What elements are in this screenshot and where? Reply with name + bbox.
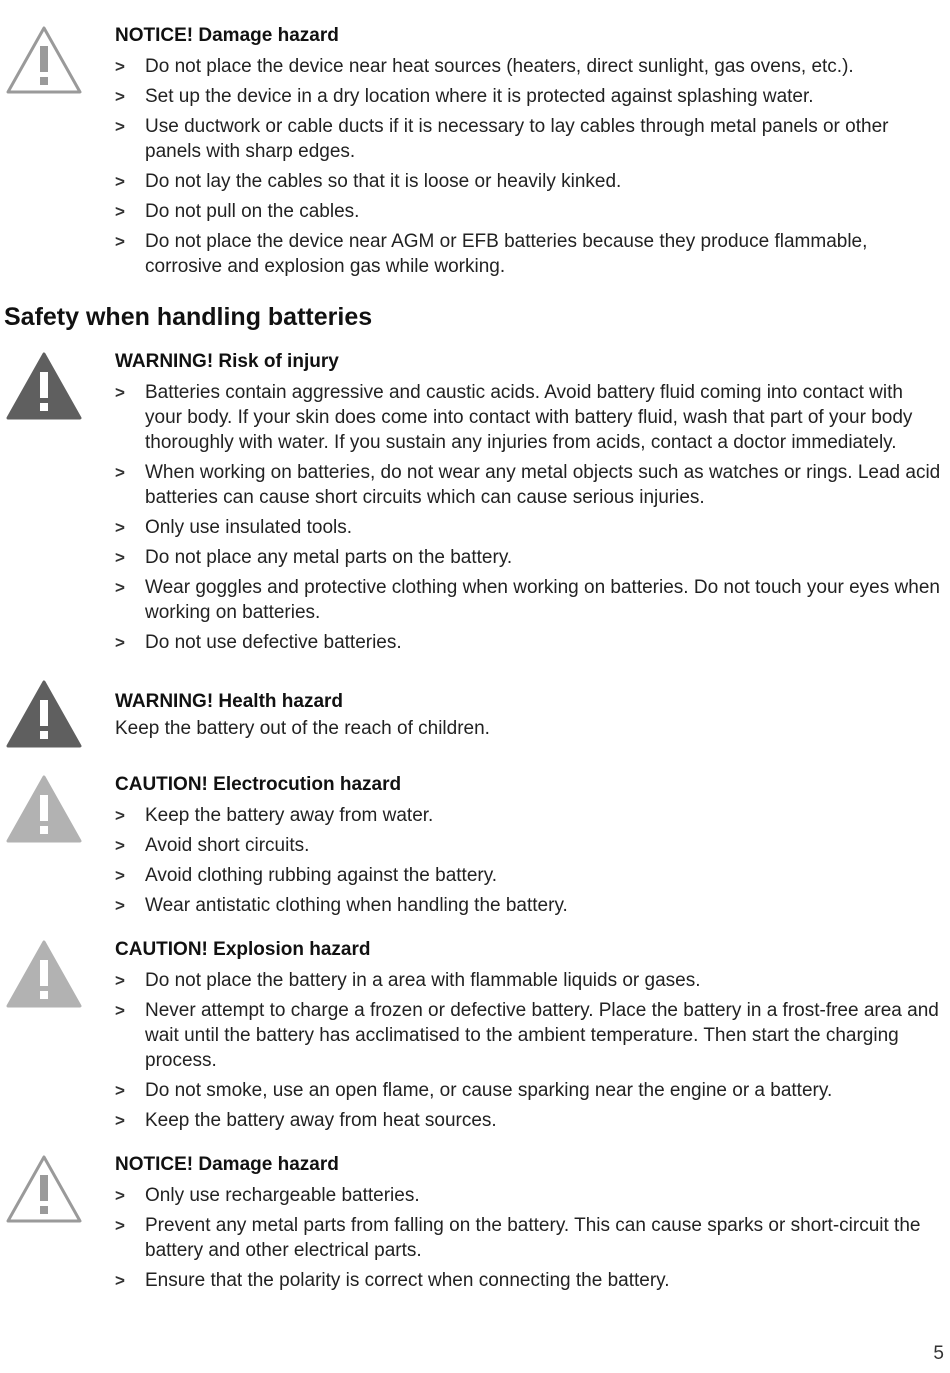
chevron-right-icon: > (115, 202, 125, 221)
warning-triangle-icon (4, 350, 84, 422)
chevron-right-icon: > (115, 463, 125, 482)
list-item: > Do not lay the cables so that it is loose or heavily kinked. (115, 171, 622, 192)
chevron-right-icon: > (115, 87, 125, 106)
notice-warning-icon (4, 24, 84, 96)
section-title: Safety when handling batteries (4, 303, 373, 331)
list-item: > Never attempt to charge a frozen or defective battery. Place the battery in a frost-free area and wait until the battery has acclimatised to the ambient temperature. Then start the charging process. (115, 1000, 939, 1071)
list-item: > Wear goggles and protective clothing when working on batteries. Do not touch your eyes when working on batteries. (115, 577, 940, 623)
chevron-right-icon: > (115, 232, 125, 251)
caution-list (115, 803, 945, 918)
chevron-right-icon: > (115, 896, 125, 915)
list-item: > When working on batteries, do not wear any metal objects such as watches or rings. Lead acid batteries can cause short circuits which can cause serious injuries. (115, 462, 941, 508)
list-item: > Batteries contain aggressive and caustic acids. Avoid battery fluid coming into contact with your body. If your skin does come into contact with battery fluid, wash that part of your body thoroughly with water. If you sustain any injuries from acids, contact a doctor immediately. (115, 382, 913, 453)
list-item: > Only use rechargeable batteries. (115, 1185, 420, 1206)
chevron-right-icon: > (115, 633, 125, 652)
chevron-right-icon: > (115, 518, 125, 537)
list-item: > Avoid short circuits. (115, 835, 310, 856)
chevron-right-icon: > (115, 1271, 125, 1290)
notice-heading: NOTICE! Damage hazard (115, 25, 339, 46)
chevron-right-icon: > (115, 57, 125, 76)
chevron-right-icon: > (115, 578, 125, 597)
list-item: > Set up the device in a dry location where it is protected against splashing water. (115, 86, 814, 107)
list-item: > Do not place any metal parts on the battery. (115, 547, 513, 568)
list-item: > Do not place the device near AGM or EFB batteries because they produce flammable, corrosive and explosion gas while working. (115, 231, 868, 277)
warning-triangle-icon (4, 678, 84, 750)
chevron-right-icon: > (115, 1081, 125, 1100)
notice-list (115, 54, 945, 279)
warning-text: Keep the battery out of the reach of children. (115, 718, 490, 739)
chevron-right-icon: > (115, 1001, 125, 1020)
page-number: 5 (933, 1343, 944, 1364)
chevron-right-icon: > (115, 866, 125, 885)
chevron-right-icon: > (115, 1216, 125, 1235)
notice-heading: NOTICE! Damage hazard (115, 1154, 339, 1175)
chevron-right-icon: > (115, 836, 125, 855)
caution-heading: CAUTION! Explosion hazard (115, 939, 371, 960)
chevron-right-icon: > (115, 1186, 125, 1205)
list-item: > Do not use defective batteries. (115, 632, 402, 653)
notice-list (115, 1183, 945, 1293)
chevron-right-icon: > (115, 383, 125, 402)
list-item: > Avoid clothing rubbing against the battery. (115, 865, 498, 886)
list-item: > Do not place the battery in a area with flammable liquids or gases. (115, 970, 701, 991)
warning-heading: WARNING! Health hazard (115, 691, 344, 712)
caution-triangle-icon (4, 938, 84, 1010)
chevron-right-icon: > (115, 806, 125, 825)
list-item: > Wear antistatic clothing when handling the battery. (115, 895, 568, 916)
caution-triangle-icon (4, 773, 84, 845)
warning-heading: WARNING! Risk of injury (115, 351, 339, 372)
chevron-right-icon: > (115, 971, 125, 990)
list-item: > Only use insulated tools. (115, 517, 353, 538)
list-item: > Ensure that the polarity is correct when connecting the battery. (115, 1270, 670, 1291)
chevron-right-icon: > (115, 1111, 125, 1130)
list-item: > Keep the battery away from heat sources. (115, 1110, 497, 1131)
list-item: > Keep the battery away from water. (115, 805, 434, 826)
caution-heading: CAUTION! Electrocution hazard (115, 774, 402, 795)
chevron-right-icon: > (115, 548, 125, 567)
list-item: > Do not pull on the cables. (115, 201, 360, 222)
list-item: > Prevent any metal parts from falling on the battery. This can cause sparks or short-circuit the battery and other electrical parts. (115, 1215, 921, 1261)
chevron-right-icon: > (115, 117, 125, 136)
notice-warning-icon (4, 1153, 84, 1225)
list-item: > Do not place the device near heat sources (heaters, direct sunlight, gas ovens, etc.). (115, 56, 854, 77)
caution-list (115, 968, 945, 1133)
chevron-right-icon: > (115, 172, 125, 191)
list-item: > Use ductwork or cable ducts if it is necessary to lay cables through metal panels or other panels with sharp edges. (115, 116, 889, 162)
warning-list (115, 380, 945, 655)
list-item: > Do not smoke, use an open flame, or cause sparking near the engine or a battery. (115, 1080, 833, 1101)
